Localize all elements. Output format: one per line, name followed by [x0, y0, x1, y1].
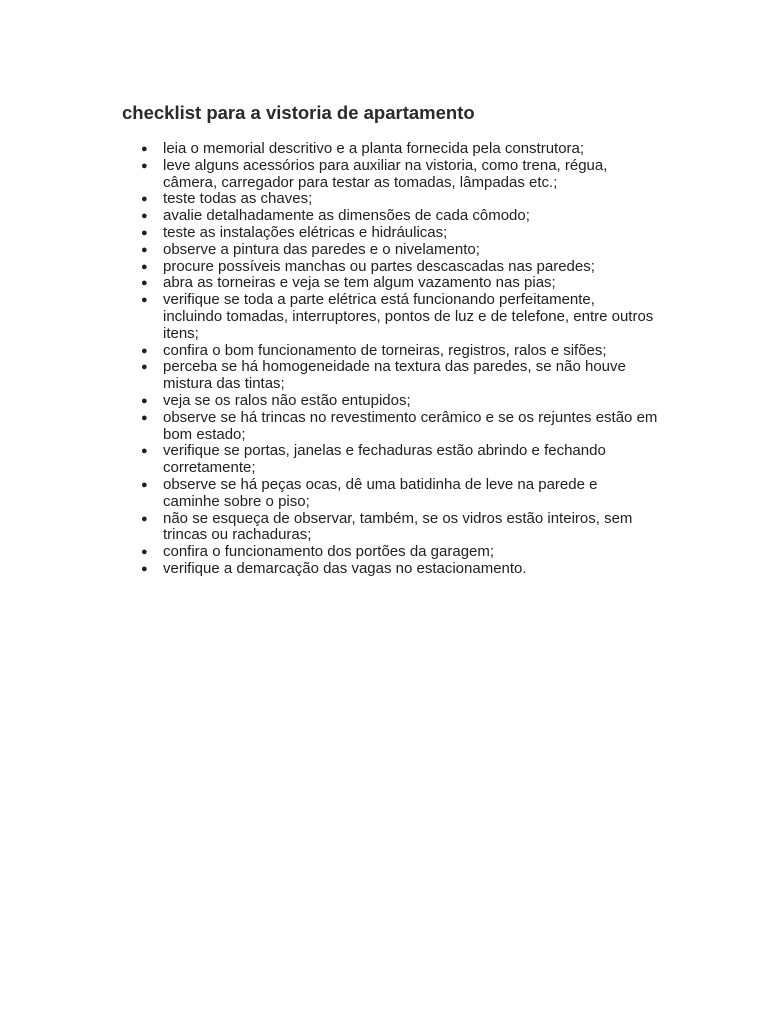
- bullet-icon: ●: [141, 143, 148, 155]
- bullet-icon: ●: [141, 562, 148, 575]
- bullet-icon: ●: [141, 546, 148, 559]
- list-item: [122, 225, 658, 242]
- list-item-text: veja se os ralos não estão entupidos;: [163, 391, 411, 409]
- bullet-icon: ●: [141, 159, 148, 172]
- list-item: [122, 141, 658, 158]
- list-item: [122, 259, 658, 276]
- list-item-text: leia o memorial descritivo e a planta fornecida pela construtora;: [163, 140, 585, 157]
- checklist: [122, 141, 658, 578]
- bullet-icon: ●: [141, 478, 148, 491]
- list-item-text: abra as torneiras e veja se tem algum vazamento nas pias;: [163, 274, 556, 292]
- list-item: [122, 242, 658, 259]
- list-item: [122, 511, 658, 545]
- list-item: [122, 343, 658, 360]
- list-item: [122, 393, 658, 410]
- bullet-icon: ●: [141, 294, 148, 307]
- list-item-text: avalie detalhadamente as dimensões de cada cômodo;: [163, 207, 530, 225]
- bullet-icon: ●: [141, 411, 148, 424]
- list-item-text: observe se há peças ocas, dê uma batidinha de leve na parede e caminhe sobre o piso;: [163, 475, 598, 510]
- list-item: [122, 292, 658, 342]
- list-item-text: leve alguns acessórios para auxiliar na vistoria, como trena, régua, câmera, carregador para testar as tomadas, lâmpadas etc.;: [163, 156, 608, 191]
- bullet-icon: ●: [141, 210, 148, 223]
- bullet-icon: ●: [141, 394, 148, 407]
- list-item-text: confira o funcionamento dos portões da garagem;: [163, 543, 495, 561]
- list-item: [122, 443, 658, 477]
- list-item-text: verifique se portas, janelas e fechaduras estão abrindo e fechando corretamente;: [163, 442, 606, 477]
- document-title: checklist para a vistoria de apartamento: [122, 102, 475, 123]
- bullet-icon: ●: [141, 226, 148, 239]
- list-item: [122, 359, 658, 393]
- bullet-icon: ●: [141, 344, 148, 357]
- list-item: [122, 208, 658, 225]
- list-item-text: procure possíveis manchas ou partes descascadas nas paredes;: [163, 257, 595, 275]
- bullet-icon: ●: [141, 445, 148, 458]
- list-item: [122, 410, 658, 444]
- bullet-icon: ●: [141, 277, 148, 290]
- list-item: [122, 158, 658, 192]
- list-item-text: não se esqueça de observar, também, se os vidros estão inteiros, sem trincas ou rachaduras;: [163, 509, 633, 544]
- list-item-text: observe a pintura das paredes e o nivelamento;: [163, 240, 480, 258]
- list-item: [122, 191, 658, 208]
- list-item-text: teste as instalações elétricas e hidráulicas;: [163, 223, 448, 241]
- bullet-icon: ●: [141, 361, 148, 374]
- list-item: [122, 275, 658, 292]
- list-item: [122, 544, 658, 561]
- bullet-icon: ●: [141, 193, 148, 206]
- list-item-text: perceba se há homogeneidade na textura das paredes, se não houve mistura das tintas;: [163, 358, 626, 393]
- list-item: [122, 477, 658, 511]
- bullet-icon: ●: [141, 243, 148, 256]
- bullet-icon: ●: [141, 260, 148, 273]
- list-item-text: confira o bom funcionamento de torneiras, registros, ralos e sifões;: [163, 341, 607, 359]
- list-item: [122, 561, 658, 578]
- list-item-text: observe se há trincas no revestimento cerâmico e se os rejuntes estão em bom estado;: [163, 408, 658, 443]
- list-item-text: verifique a demarcação das vagas no estacionamento.: [163, 559, 527, 577]
- list-item-text: teste todas as chaves;: [163, 190, 313, 208]
- bullet-icon: ●: [141, 512, 148, 525]
- list-item-text: verifique se toda a parte elétrica está funcionando perfeitamente, incluindo tomadas, interruptores, pontos de luz e de telefone, entre outros itens;: [163, 291, 654, 342]
